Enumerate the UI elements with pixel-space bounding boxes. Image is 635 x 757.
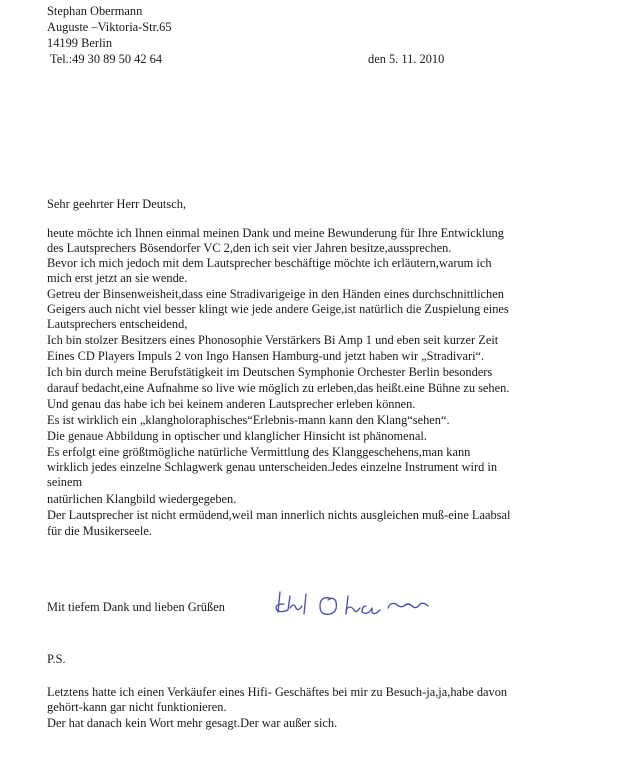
body-line: für die Musikerseele. — [47, 524, 152, 538]
handwritten-signature — [268, 582, 468, 630]
ps-label: P.S. — [47, 652, 66, 666]
body-line: Ich bin stolzer Besitzers eines Phonosophie Verstärkers Bi Amp 1 und eben seit kurzer Zeit — [47, 333, 499, 347]
ps-line: gehört-kann gar nicht funktionieren. — [47, 700, 227, 714]
body-line: Lautsprechers entscheidend, — [47, 317, 188, 331]
body-line: natürlichen Klangbild wiedergegeben. — [47, 492, 237, 506]
sender-phone: Tel.:49 30 89 50 42 64 — [50, 52, 163, 66]
body-line: darauf bedacht,eine Aufnahme so live wie möglich zu erleben,das heißt.eine Bühne zu sehen. — [47, 381, 510, 395]
body-line: Bevor ich mich jedoch mit dem Lautsprecher beschäftige möchte ich erläutern,warum ich — [47, 256, 492, 270]
ps-line: Der hat danach kein Wort mehr gesagt.Der war außer sich. — [47, 716, 338, 730]
body-line: des Lautsprechers Bösendorfer VC 2,den ich seit vier Jahren besitze,aussprechen. — [47, 241, 452, 255]
salutation: Sehr geehrter Herr Deutsch, — [47, 197, 186, 211]
body-line: seinem — [47, 475, 83, 489]
body-line: wirklich jedes einzelne Schlagwerk genau unterscheiden.Jedes einzelne Instrument wird in — [47, 460, 498, 474]
body-line: Getreu der Binsenweisheit,dass eine Stradivarigeige in den Händen eines durchschnittlichen — [47, 287, 504, 301]
sender-street: Auguste –Viktoria-Str.65 — [47, 20, 172, 34]
closing: Mit tiefem Dank und lieben Grüßen — [47, 600, 225, 614]
body-line: Eines CD Players Impuls 2 von Ingo Hansen Hamburg-und jetzt haben wir „Stradivari“. — [47, 349, 485, 363]
letter-date: den 5. 11. 2010 — [368, 52, 445, 66]
body-line: Ich bin durch meine Berufstätigkeit im Deutschen Symphonie Orchester Berlin besonders — [47, 365, 493, 379]
body-line: mich erst jetzt an sie wende. — [47, 271, 188, 285]
body-line: heute möchte ich Ihnen einmal meinen Dank und meine Bewunderung für Ihre Entwicklung — [47, 226, 504, 240]
body-line: Es ist wirklich ein „klangholoraphisches“Erlebnis-mann kann den Klang“sehen“. — [47, 413, 450, 427]
body-line: Es erfolgt eine größtmögliche natürliche Vermittlung des Klanggeschehens,man kann — [47, 445, 471, 459]
sender-name: Stephan Obermann — [47, 4, 143, 18]
body-line: Der Lautsprecher ist nicht ermüdend,weil man innerlich nichts ausgleichen muß-eine Laabsal — [47, 508, 511, 522]
ps-line: Letztens hatte ich einen Verkäufer eines Hifi- Geschäftes bei mir zu Besuch-ja,ja,habe davon — [47, 685, 508, 699]
sender-city: 14199 Berlin — [47, 36, 113, 50]
body-line: Die genaue Abbildung in optischer und klanglicher Hinsicht ist phänomenal. — [47, 429, 427, 443]
body-line: Geigers auch nicht viel besser klingt wie jede andere Geige,ist natürlich die Zuspielung eines — [47, 302, 509, 316]
body-line: Und genau das habe ich bei keinem anderen Lautsprecher erleben können. — [47, 397, 416, 411]
